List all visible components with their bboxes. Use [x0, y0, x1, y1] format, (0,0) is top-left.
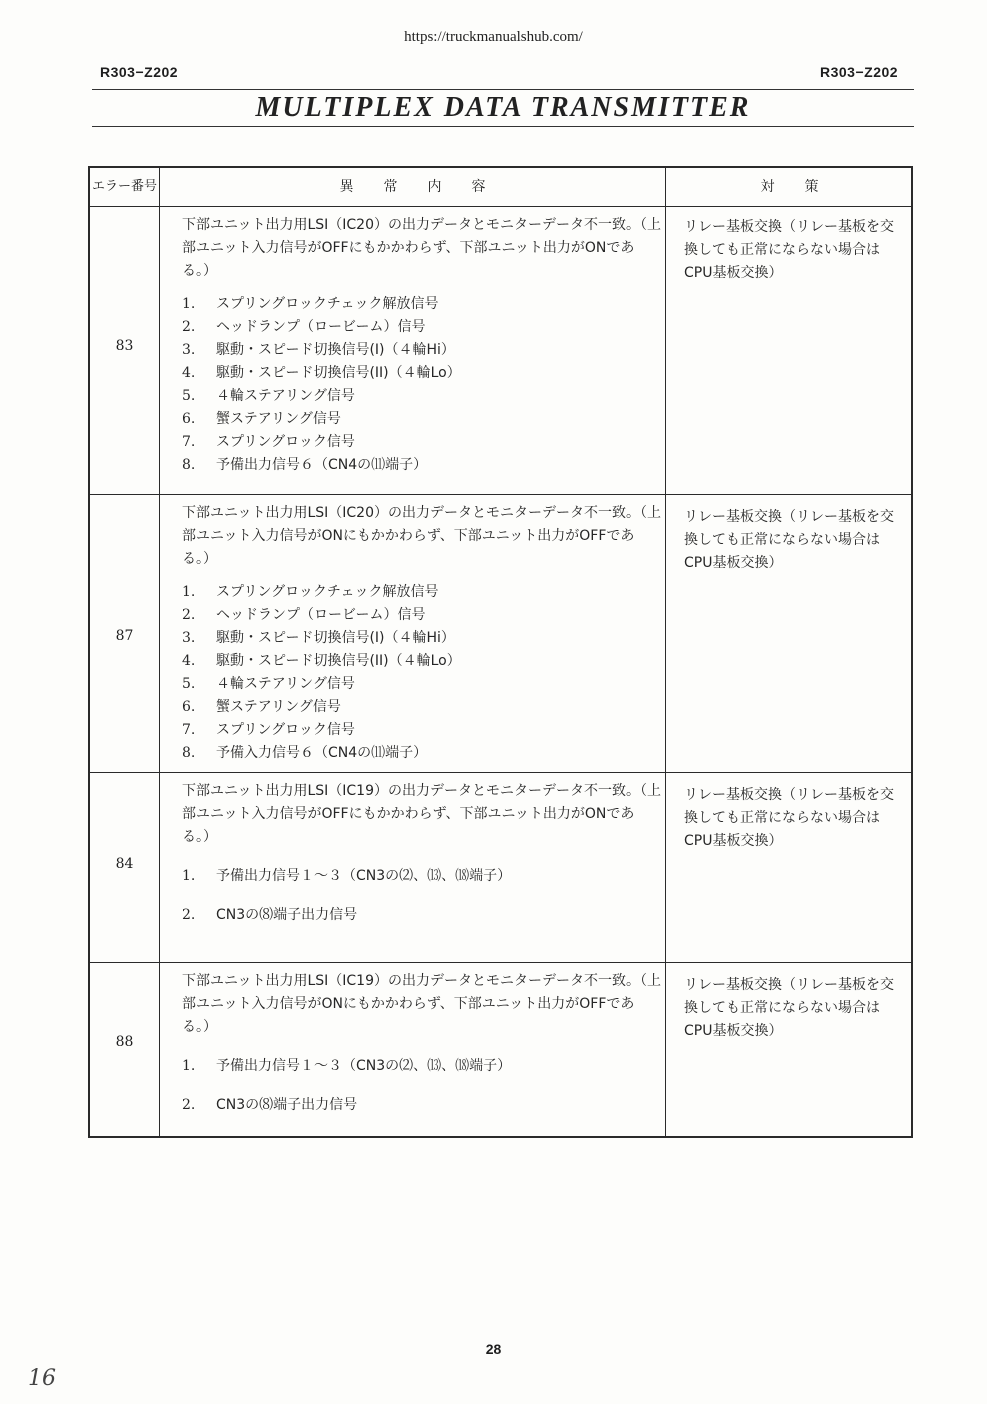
list-item: 1. スプリングロックチェック解放信号	[182, 296, 439, 312]
list-item: 2. ヘッドランプ（ロービーム）信号	[182, 319, 426, 335]
signal-list	[182, 293, 662, 477]
source-url: https://truckmanualshub.com/	[404, 29, 583, 45]
list-item: 1. 予備出力信号１〜３（CN3の⑵、⒀、⒅端子）	[182, 868, 512, 884]
list-item: 6. 蟹ステアリング信号	[182, 699, 341, 715]
list-item: 8. 予備入力信号６（CN4の⑾端子）	[182, 745, 428, 761]
row-divider	[90, 962, 911, 963]
error-code: 87	[115, 628, 134, 644]
column-divider-2	[665, 168, 666, 1136]
error-description	[182, 214, 662, 477]
document-code-right: R303−Z202	[820, 64, 899, 80]
list-item: 2. CN3の⑻端子出力信号	[182, 1097, 358, 1113]
error-description	[182, 502, 662, 765]
error-table	[88, 166, 913, 1138]
list-item: 1. 予備出力信号１〜３（CN3の⑵、⒀、⒅端子）	[182, 1058, 512, 1074]
description-text: 下部ユニット出力用LSI（IC20）の出力データとモニターデータ不一致。（上部ユニット入力信号がONにもかかわらず、下部ユニット出力がOFFである。）	[182, 505, 661, 567]
signal-list	[182, 1055, 662, 1117]
header-action: 対策	[760, 179, 849, 195]
row-divider	[90, 772, 911, 773]
list-item: 3. 駆動・スピード切換信号(I)（４輪Hi）	[182, 342, 455, 358]
countermeasure-text: リレー基板交換（リレー基板を交換しても正常にならない場合はCPU基板交換）	[684, 509, 894, 571]
countermeasure-text: リレー基板交換（リレー基板を交換しても正常にならない場合はCPU基板交換）	[684, 219, 894, 281]
list-item: 6. 蟹ステアリング信号	[182, 411, 341, 427]
error-code: 83	[115, 338, 134, 354]
list-item: 1. スプリングロックチェック解放信号	[182, 584, 439, 600]
header-rule-bottom	[92, 126, 914, 127]
column-divider-1	[159, 168, 160, 1136]
list-item: 4. 駆動・スピード切換信号(II)（４輪Lo）	[182, 365, 461, 381]
countermeasure-text: リレー基板交換（リレー基板を交換しても正常にならない場合はCPU基板交換）	[684, 977, 894, 1039]
list-item: 2. CN3の⑻端子出力信号	[182, 907, 358, 923]
signal-list	[182, 581, 662, 765]
page-number: 28	[485, 1341, 502, 1357]
description-text: 下部ユニット出力用LSI（IC20）の出力データとモニターデータ不一致。（上部ユニット入力信号がOFFにもかかわらず、下部ユニット出力がONである。）	[182, 217, 661, 279]
list-item: 4. 駆動・スピード切換信号(II)（４輪Lo）	[182, 653, 461, 669]
list-item: 5. ４輪ステアリング信号	[182, 388, 355, 404]
error-code: 88	[115, 1034, 134, 1050]
list-item: 8. 予備出力信号６（CN4の⑾端子）	[182, 457, 428, 473]
description-text: 下部ユニット出力用LSI（IC19）の出力データとモニターデータ不一致。（上部ユニット入力信号がONにもかかわらず、下部ユニット出力がOFFである。）	[182, 973, 661, 1035]
description-text: 下部ユニット出力用LSI（IC19）の出力データとモニターデータ不一致。（上部ユニット入力信号がOFFにもかかわらず、下部ユニット出力がONである。）	[182, 783, 661, 845]
countermeasure-text: リレー基板交換（リレー基板を交換しても正常にならない場合はCPU基板交換）	[684, 787, 894, 849]
signal-list	[182, 865, 662, 927]
row-divider	[90, 494, 911, 495]
header-error-number: エラー番号	[91, 179, 157, 194]
error-code: 84	[115, 856, 134, 872]
document-code-left: R303−Z202	[100, 64, 179, 80]
list-item: 7. スプリングロック信号	[182, 434, 355, 450]
list-item: 5. ４輪ステアリング信号	[182, 676, 355, 692]
list-item: 7. スプリングロック信号	[182, 722, 355, 738]
error-description	[182, 970, 662, 1133]
header-content: 異常内容	[339, 179, 516, 195]
page-title: MULTIPLEX DATA TRANSMITTER	[255, 92, 751, 123]
list-item: 2. ヘッドランプ（ロービーム）信号	[182, 607, 426, 623]
list-item: 3. 駆動・スピード切換信号(I)（４輪Hi）	[182, 630, 455, 646]
handwritten-mark: 16	[28, 1366, 56, 1391]
error-description	[182, 780, 662, 943]
header-rule-top	[92, 89, 914, 90]
header-divider	[90, 206, 911, 207]
